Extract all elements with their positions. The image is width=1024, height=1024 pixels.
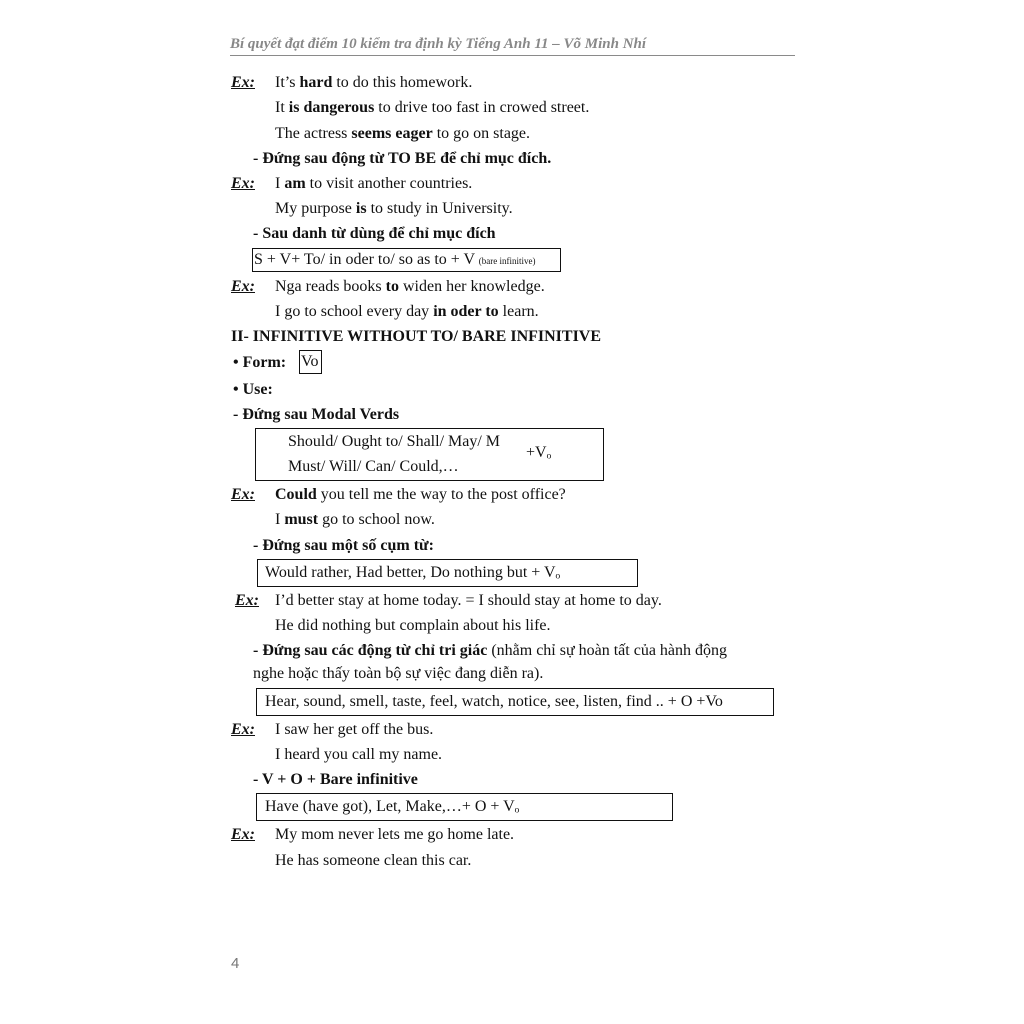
- example-line: My purpose is to study in University.: [275, 200, 513, 217]
- rule-heading: - Đứng sau động từ TO BE để chỉ mục đích.: [253, 150, 552, 167]
- example-line: I saw her get off the bus.: [275, 721, 434, 738]
- example-line: Could you tell me the way to the post office?: [275, 486, 566, 503]
- ex-label: Ex:: [235, 592, 259, 609]
- rule-heading: - Đứng sau một số cụm từ:: [253, 537, 434, 554]
- ex-label: Ex:: [231, 278, 255, 295]
- rule-heading: - V + O + Bare infinitive: [253, 771, 418, 788]
- form-label: • Form:: [233, 354, 287, 371]
- example-line: Nga reads books to widen her knowledge.: [275, 278, 545, 295]
- ex-label: Ex:: [231, 721, 255, 738]
- modal-verbs-suffix: +Vₒ: [526, 444, 552, 461]
- example-line: I must go to school now.: [275, 511, 435, 528]
- page-number: 4: [231, 955, 240, 972]
- phrases-box: Would rather, Had better, Do nothing but + Vₒ: [257, 559, 638, 587]
- modal-verbs-line-1: Should/ Ought to/ Shall/ May/ M: [288, 433, 501, 450]
- use-label: • Use:: [233, 381, 273, 398]
- example-line: He did nothing but complain about his life.: [275, 617, 551, 634]
- example-line: He has someone clean this car.: [275, 852, 472, 869]
- modal-verbs-box: [255, 428, 604, 481]
- ex-label: Ex:: [231, 486, 255, 503]
- rule-heading: - Đứng sau các động từ chỉ tri giác (nhằm chỉ sự hoàn tất của hành động: [253, 642, 728, 659]
- causative-box: Have (have got), Let, Make,…+ O + Vₒ: [256, 793, 673, 821]
- form-value-box: Vo: [299, 350, 322, 374]
- example-line: I am to visit another countries.: [275, 175, 473, 192]
- rule-heading-cont: nghe hoặc thấy toàn bộ sự việc đang diễn ra).: [253, 665, 544, 682]
- ex-label: Ex:: [231, 826, 255, 843]
- perception-verbs-box: Hear, sound, smell, taste, feel, watch, notice, see, listen, find .. + O +Vo: [256, 688, 774, 716]
- ex-label: Ex:: [231, 175, 255, 192]
- section-heading: II- INFINITIVE WITHOUT TO/ BARE INFINITIVE: [231, 328, 602, 345]
- page-header: Bí quyết đạt điểm 10 kiểm tra định kỳ Tiếng Anh 11 – Võ Minh Nhí: [230, 36, 795, 56]
- rule-heading: - Đứng sau Modal Verds: [233, 406, 400, 423]
- example-line: I’d better stay at home today. = I should stay at home to day.: [275, 592, 662, 609]
- example-line: I heard you call my name.: [275, 746, 443, 763]
- example-line: It’s hard to do this homework.: [275, 74, 473, 91]
- example-line: It is dangerous to drive too fast in crowed street.: [275, 99, 590, 116]
- rule-heading: - Sau danh từ dùng để chỉ mục đích: [253, 225, 496, 242]
- ex-label: Ex:: [231, 74, 255, 91]
- example-line: My mom never lets me go home late.: [275, 826, 515, 843]
- example-line: I go to school every day in oder to learn.: [275, 303, 539, 320]
- example-line: The actress seems eager to go on stage.: [275, 125, 531, 142]
- modal-verbs-line-2: Must/ Will/ Can/ Could,…: [288, 458, 459, 475]
- formula-box: S + V+ To/ in oder to/ so as to + V (bare infinitive): [252, 248, 561, 272]
